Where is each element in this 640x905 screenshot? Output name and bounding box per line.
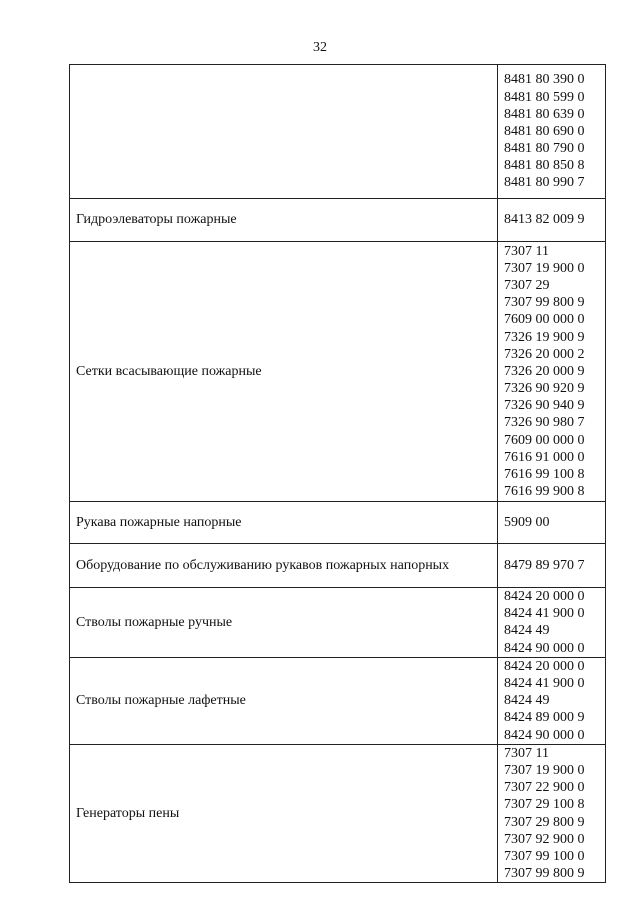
product-name-cell <box>70 65 498 199</box>
product-codes-cell <box>498 199 606 242</box>
product-name-cell: Рукава пожарные напорные <box>70 502 498 544</box>
tnved-code: 8481 80 790 0 <box>504 141 585 157</box>
product-name-cell: Оборудование по обслуживанию рукавов пожарных напорных <box>70 544 498 588</box>
table-row <box>70 199 606 242</box>
tnved-code: 7616 99 900 8 <box>504 484 585 500</box>
tnved-code: 8424 89 000 9 <box>504 710 585 726</box>
tnved-code: 7307 99 100 0 <box>504 848 585 864</box>
tnved-code: 7307 92 900 0 <box>504 831 585 847</box>
page-number: 32 <box>313 40 327 55</box>
product-codes-cell <box>498 544 606 588</box>
tnved-code: 8424 20 000 0 <box>504 589 585 604</box>
table-row <box>70 657 606 744</box>
table-row <box>70 744 606 883</box>
tnved-code: 8424 41 900 0 <box>504 675 585 691</box>
table-row <box>70 242 606 502</box>
tnved-code: 8424 49 <box>504 693 550 709</box>
tnved-code: 8424 41 900 0 <box>504 606 585 622</box>
tnved-code: 8424 90 000 0 <box>504 640 585 656</box>
tnved-code: 8481 80 990 7 <box>504 175 585 191</box>
tnved-code: 8424 49 <box>504 623 550 639</box>
tnved-code: 7307 29 800 9 <box>504 814 585 830</box>
tnved-code: 7609 00 000 0 <box>504 312 585 328</box>
tnved-code: 7307 19 900 0 <box>504 260 585 276</box>
tnved-code: 7307 11 <box>504 243 549 259</box>
product-name-cell: Генераторы пены <box>70 744 498 883</box>
tnved-code: 7326 20 000 9 <box>504 363 585 379</box>
table-body <box>70 65 606 883</box>
tnved-code: 7307 19 900 0 <box>504 762 585 778</box>
tnved-code: 8481 80 390 0 <box>504 72 585 88</box>
tnved-code: 7307 11 <box>504 745 549 761</box>
tnved-code: 8481 80 850 8 <box>504 158 585 174</box>
tnved-code: 7326 90 940 9 <box>504 398 585 414</box>
tnved-code: 8413 82 009 9 <box>504 212 585 228</box>
tnved-code: 7616 99 100 8 <box>504 467 585 483</box>
tnved-code: 8481 80 599 0 <box>504 89 585 105</box>
tnved-code: 7616 91 000 0 <box>504 449 585 465</box>
table-row <box>70 544 606 588</box>
tnved-code: 8424 20 000 0 <box>504 658 585 674</box>
product-name-cell: Стволы пожарные ручные <box>70 588 498 658</box>
table-row <box>70 65 606 199</box>
tnved-code: 7326 90 980 7 <box>504 415 585 431</box>
tnved-code: 8481 80 639 0 <box>504 106 585 122</box>
product-codes-cell <box>498 744 606 883</box>
tnved-code: 8481 80 690 0 <box>504 123 585 139</box>
tnved-code: 7307 29 <box>504 277 550 293</box>
product-codes-cell <box>498 502 606 544</box>
tnved-code: 7609 00 000 0 <box>504 432 585 448</box>
tnved-code: 7307 29 100 8 <box>504 797 585 813</box>
product-codes-cell <box>498 588 606 658</box>
product-codes-cell <box>498 65 606 199</box>
tnved-code: 7307 22 900 0 <box>504 780 585 796</box>
tnved-code: 7307 99 800 9 <box>504 866 585 882</box>
tnved-code: 7326 20 000 2 <box>504 346 585 362</box>
product-codes-cell <box>498 242 606 502</box>
product-name-cell: Гидроэлеваторы пожарные <box>70 199 498 242</box>
tnved-code: 7326 90 920 9 <box>504 381 585 397</box>
tnved-code: 8424 90 000 0 <box>504 727 585 743</box>
table-row <box>70 588 606 658</box>
product-codes-table <box>69 64 606 883</box>
product-name-cell: Стволы пожарные лафетные <box>70 657 498 744</box>
tnved-code: 7326 19 900 9 <box>504 329 585 345</box>
product-name-cell: Сетки всасывающие пожарные <box>70 242 498 502</box>
tnved-code: 5909 00 <box>504 514 550 530</box>
tnved-code: 7307 99 800 9 <box>504 295 585 311</box>
tnved-code: 8479 89 970 7 <box>504 557 585 573</box>
product-codes-cell <box>498 657 606 744</box>
table-row <box>70 502 606 544</box>
